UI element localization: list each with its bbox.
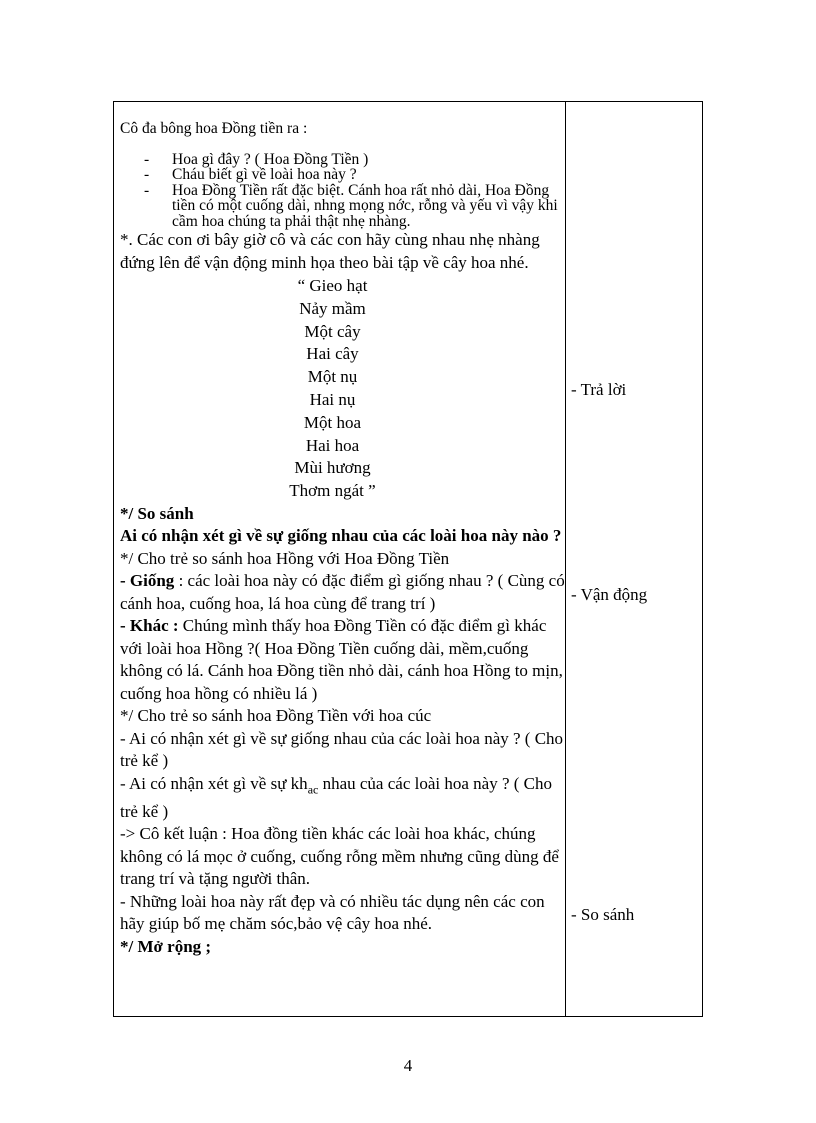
poem-line: Một nụ (307, 367, 358, 387)
compare-rose: */ Cho trẻ so sánh hoa Hồng với Hoa Đồng Tiền (120, 548, 450, 568)
poem-line: Hai nụ (309, 389, 356, 409)
poem (120, 275, 565, 503)
expand-heading: */ Mở rộng ; (120, 936, 212, 956)
question-diff: - Ai có nhận xét gì về sự $kh_{ac}$ nhau của các loài hoa này ? ( Cho trẻ kể ) (120, 773, 552, 821)
child-activity-column (566, 102, 702, 1016)
intro-line: Cô đa bông hoa Đồng tiền ra : (120, 119, 308, 137)
same-label: - Giống (120, 571, 175, 591)
poem-line: Một cây (304, 321, 361, 341)
poem-line: Mùi hương (294, 458, 371, 478)
bullet-item: - Cháu biết gì về loài hoa này ? (144, 166, 357, 183)
movement-intro: *. Các con ơi bây giờ cô và các con hãy cùng nhau nhẹ nhàng đứng lên để vận động minh họa theo bài tập về cây hoa nhé. (120, 230, 540, 272)
care-paragraph: - Những loài hoa này rất đẹp và có nhiều tác dụng nên các con hãy giúp bố mẹ chăm sóc,bảo vệ cây hoa nhé. (120, 891, 545, 934)
poem-line: Thơm ngát ” (289, 481, 376, 501)
poem-line: Nảy mầm (299, 298, 366, 318)
same-paragraph: - Giống : các loài hoa này có đặc điểm gì giống nhau ? ( Cùng có cánh hoa, cuống hoa, lá hoa cùng để trang trí ) (120, 571, 565, 613)
question-same: - Ai có nhận xét gì về sự giống nhau của các loài hoa này ? ( Cho trẻ kể ) (120, 728, 564, 771)
teacher-activity-column (114, 102, 566, 1016)
diff-label: - Khác : (120, 616, 179, 636)
poem-line: Một hoa (303, 412, 362, 432)
poem-line: Hai cây (306, 344, 359, 364)
bullet-item: - Hoa gì đây ? ( Hoa Đồng Tiền ) (144, 150, 369, 168)
page-number: 4 (403, 1056, 413, 1075)
compare-label: - So sánh (571, 905, 635, 924)
poem-line: Hai hoa (305, 435, 360, 455)
bullet-item: - Hoa Đồng Tiền rất đặc biệt. Cánh hoa rất nhỏ dài, Hoa Đồng tiền có một cuống dài, nhng mọng nớc, rỗng và yếu vì vậy khi cầm hoa chúng ta phải thật nhẹ nhàng. (144, 181, 558, 230)
activity-table (113, 101, 703, 1017)
compare-question: Ai có nhận xét gì về sự giống nhau của các loài hoa này nào ? (120, 526, 562, 546)
compare-cuc: */ Cho trẻ so sánh hoa Đồng Tiền với hoa cúc (120, 706, 432, 726)
poem-line: “ Gieo hạt (297, 276, 368, 295)
compare-heading: */ So sánh (120, 503, 194, 523)
movement-label: - Vận động (571, 585, 648, 604)
diff-paragraph: - Khác : Chúng mình thấy hoa Đồng Tiền có đặc điểm gì khác với loài hoa Hồng ?( Hoa Đồng Tiền cuống dài, mềm,cuống không có lá. Cánh hoa Đồng tiền nhỏ dài, cánh hoa Hồng to mịn, cuống hoa hồng có nhiều lá ) (120, 616, 563, 703)
conclusion: -> Cô kết luận : Hoa đồng tiền khác các loài hoa khác, chúng không có lá mọc ở cuống, cuống rỗng mềm nhưng cũng dùng để trang trí và tặng người thân. (120, 824, 559, 889)
answer-label: - Trả lời (571, 380, 627, 399)
